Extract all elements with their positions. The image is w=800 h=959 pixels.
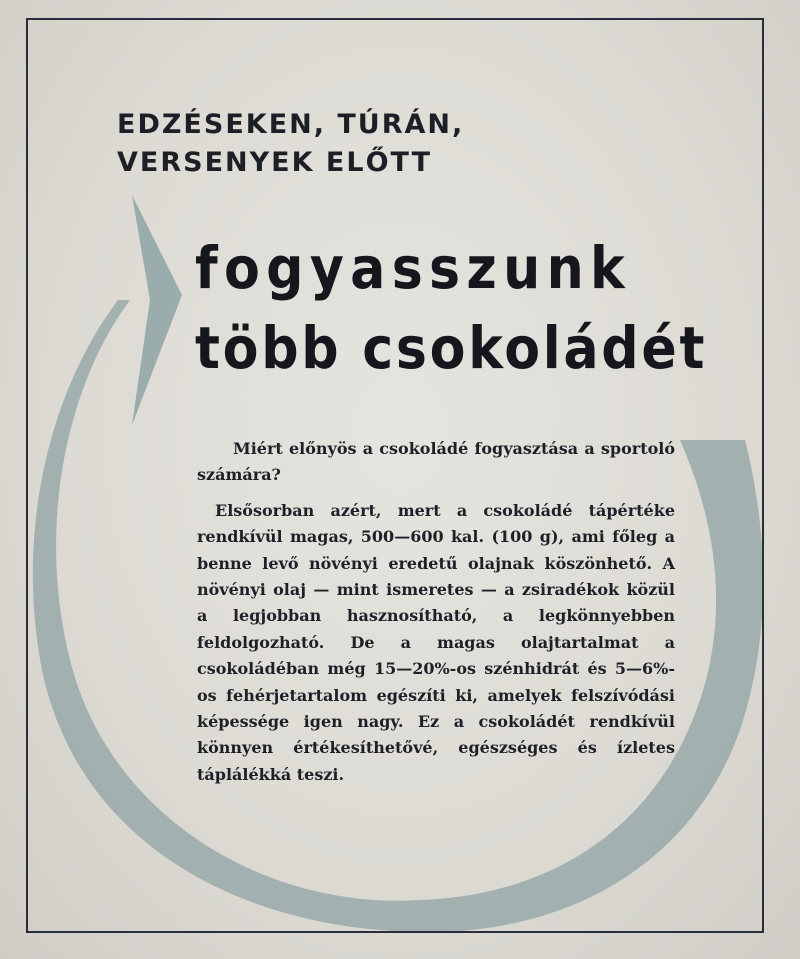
answer-paragraph: Elsősorban azért, mert a csokoládé tápértéke rendkívül magas, 500—600 kal. (100 g), ami főleg a benne levő növényi eredetű olajnak köszönhető. A növényi olaj — mint ismeretes — a zsiradékok közül a legjobban hasznosítható, a legkönnyebben feldolgozható. De a magas olajtartalmat a csokoládéban még 15—20%-os szénhidrát és 5—6%-os fehérjetartalom egészíti ki, amelyek felszívódási képessége igen nagy. Ez a csokoládét rendkívül könnyen értékesíthetővé, egészséges és ízletes táplálékká teszi. [197,500,675,784]
headline-line-1: fogyasszunk [195,234,632,302]
headline [195,228,764,388]
headline-line-2: több csokoládét [195,314,708,382]
ad-heading [117,106,464,182]
article-body [197,436,675,788]
heading-line-1: EDZÉSEKEN, TÚRÁN, [117,109,465,140]
question-paragraph: Miért előnyös a csokoládé fogyasztása a sportoló számára? [197,439,675,485]
heading-line-2: VERSENYEK ELŐTT [117,147,432,178]
